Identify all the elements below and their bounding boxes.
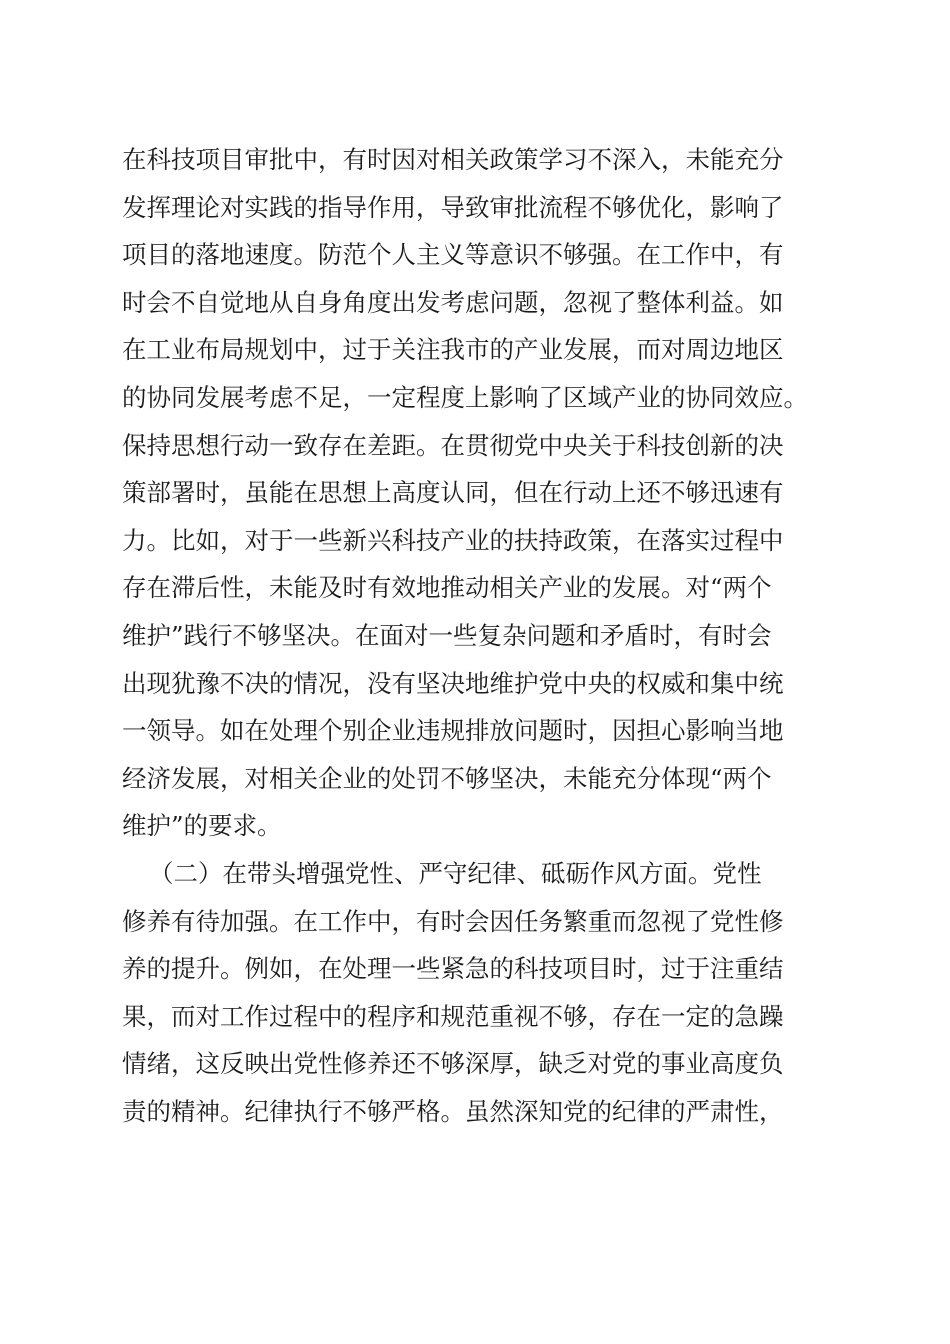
text-line: 的协同发展考虑不足，一定程度上影响了区域产业的协同效应。 <box>122 382 808 412</box>
text-line: 果，而对工作过程中的程序和规范重视不够，存在一定的急躁 <box>122 1001 784 1031</box>
text-line: 在工业布局规划中，过于关注我市的产业发展，而对周边地区 <box>122 335 784 365</box>
text-line: 出现犹豫不决的情况，没有坚决地维护党中央的权威和集中统 <box>122 668 784 698</box>
text-line: 存在滞后性，未能及时有效地推动相关产业的发展。对“两个 <box>122 573 772 603</box>
text-line: 保持思想行动一致存在差距。在贯彻党中央关于科技创新的决 <box>122 430 784 460</box>
text-line: 在科技项目审批中，有时因对相关政策学习不深入，未能充分 <box>122 145 784 174</box>
text-line: 一领导。如在处理个别企业违规排放问题时，因担心影响当地 <box>122 716 784 746</box>
text-line: 时会不自觉地从自身角度出发考虑问题，忽视了整体利益。如 <box>122 287 784 317</box>
text-line: 项目的落地速度。防范个人主义等意识不够强。在工作中，有 <box>122 240 784 270</box>
text-line: 维护”的要求。 <box>122 811 282 841</box>
text-line: 养的提升。例如，在处理一些紧急的科技项目时，过于注重结 <box>122 954 784 984</box>
text-line: 发挥理论对实践的指导作用，导致审批流程不够优化，影响了 <box>122 192 784 222</box>
body-text <box>122 136 842 1135</box>
text-line: 修养有待加强。在工作中，有时会因任务繁重而忽视了党性修 <box>122 906 784 936</box>
section-heading-line: （二）在带头增强党性、严守纪律、砥砺作风方面。党性 <box>149 858 762 888</box>
text-line: 维护”践行不够坚决。在面对一些复杂问题和矛盾时，有时会 <box>122 620 772 650</box>
text-line: 情绪，这反映出党性修养还不够深厚，缺乏对党的事业高度负 <box>122 1049 784 1079</box>
text-line: 责的精神。纪律执行不够严格。虽然深知党的纪律的严肃性， <box>122 1096 784 1126</box>
text-line: 力。比如，对于一些新兴科技产业的扶持政策，在落实过程中 <box>122 525 784 555</box>
text-line: 策部署时，虽能在思想上高度认同，但在行动上还不够迅速有 <box>122 478 784 508</box>
text-line: 经济发展，对相关企业的处罚不够坚决，未能充分体现“两个 <box>122 763 772 793</box>
